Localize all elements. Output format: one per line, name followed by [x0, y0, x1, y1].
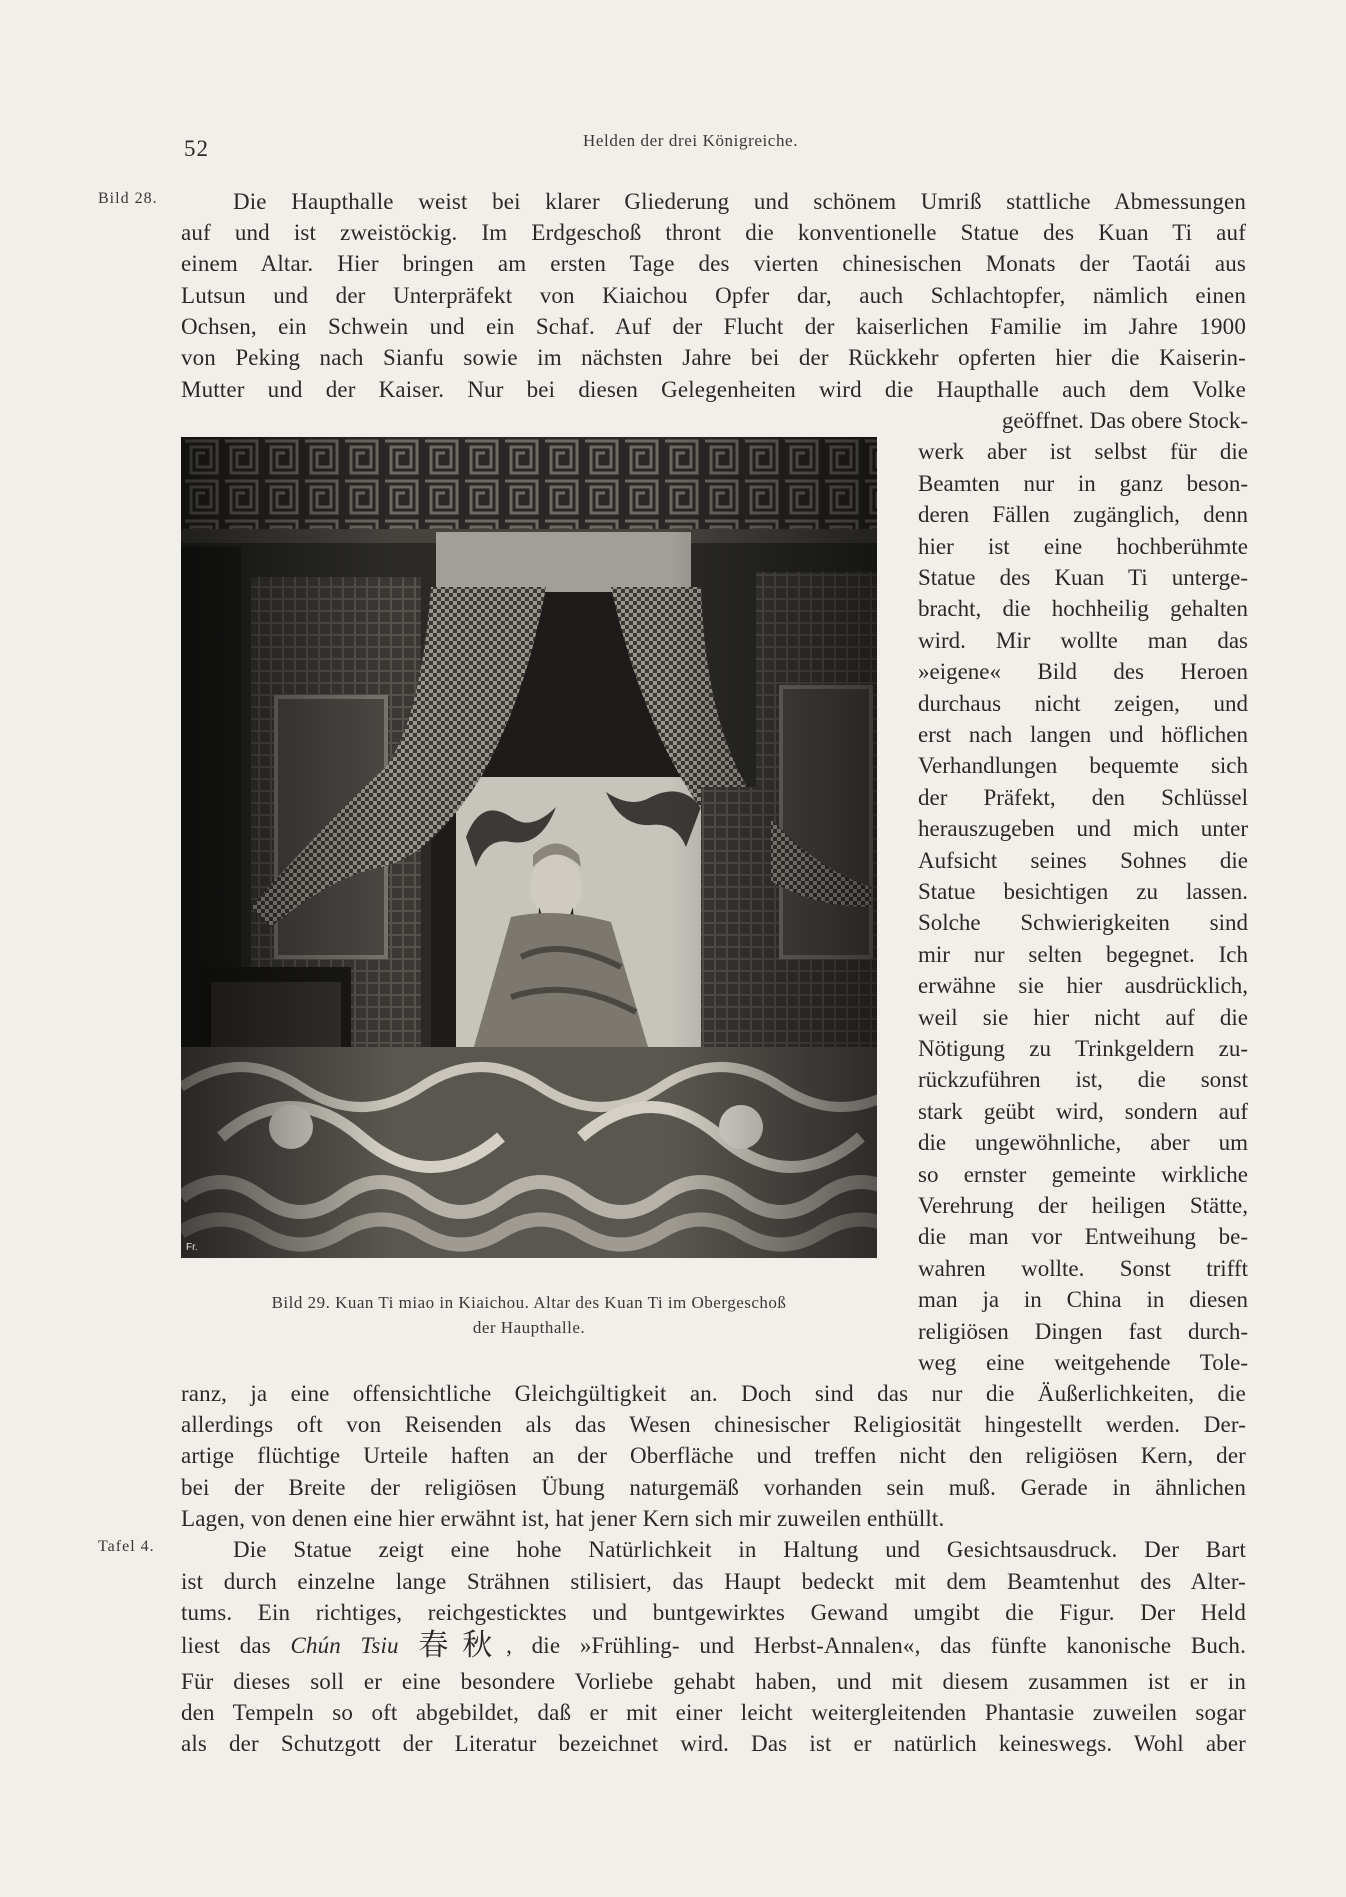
- text-run: liest das: [181, 1633, 271, 1658]
- figure-photograph-kuan-ti-altar: [181, 437, 877, 1258]
- paragraph-2-line-with-title: [181, 1628, 1246, 1664]
- column-line: erwähne sie hier ausdrücklich,: [918, 973, 1248, 999]
- column-line: Verhandlungen bequemte sich: [918, 753, 1248, 779]
- paragraph-2-line: tums. Ein richtiges, reichgesticktes und buntgewirktes Gewand umgibt die Figur. Der Held: [181, 1600, 1246, 1625]
- book-title-chinese: 春秋: [418, 1628, 507, 1663]
- paragraph-1-line: Ochsen, ein Schwein und ein Schaf. Auf der Flucht der kaiserlichen Familie im Jahre 1900: [181, 314, 1246, 339]
- paragraph-2-line: Für dieses soll er eine besondere Vorliebe gehabt haben, und mit diesem zusammen ist er in: [181, 1669, 1246, 1694]
- paragraph-1-line: von Peking nach Sianfu sowie im nächsten Jahre bei der Rückkehr opferten hier die Kaiserin-: [181, 345, 1246, 370]
- column-line: hier ist eine hochberühmte: [918, 533, 1248, 559]
- column-line: wahren wollte. Sonst trifft: [918, 1255, 1248, 1281]
- column-line: rückzuführen ist, die sonst: [918, 1067, 1248, 1093]
- column-line: »eigene« Bild des Heroen: [918, 659, 1248, 685]
- column-line: die man vor Entweihung be-: [918, 1224, 1248, 1250]
- column-line: wird. Mir wollte man das: [918, 627, 1248, 653]
- column-line: man ja in China in diesen: [918, 1287, 1248, 1313]
- paragraph-1-last-line: Lagen, von denen eine hier erwähnt ist, hat jener Kern sich mir zuweilen enthüllt.: [181, 1506, 945, 1531]
- column-line: Nötigung zu Trinkgeldern zu-: [918, 1036, 1248, 1061]
- paragraph-2-line: den Tempeln so oft abgebildet, daß er mit einer leicht weitergleitenden Phantasie zuweilen sogar: [181, 1700, 1246, 1725]
- column-line: Statue besichtigen zu lassen.: [918, 879, 1248, 904]
- paragraph-1-line: allerdings oft von Reisenden als das Wesen chinesischer Religiosität hingestellt werden. Der-: [181, 1412, 1246, 1437]
- margin-note-bild-28: Bild 28.: [98, 190, 158, 207]
- column-line: weil sie hier nicht auf die: [918, 1004, 1248, 1030]
- running-head: Helden der drei Königreiche.: [583, 131, 799, 150]
- column-line: der Präfekt, den Schlüssel: [918, 784, 1248, 810]
- column-line: werk aber ist selbst für die: [918, 439, 1248, 465]
- figure-caption: Bild 29. Kuan Ti miao in Kiaichou. Altar des Kuan Ti im Obergeschoß: [271, 1293, 787, 1312]
- column-line: Beamten nur in ganz beson-: [918, 470, 1248, 496]
- column-line: geöffnet. Das obere Stock-: [1001, 408, 1248, 433]
- paragraph-2-line: als der Schutzgott der Literatur bezeichnet wird. Das ist er natürlich keineswegs. Wohl aber: [181, 1731, 1246, 1756]
- column-line: herauszugeben und mich unter: [918, 816, 1248, 842]
- figure-caption-continued: der Haupthalle.: [472, 1318, 586, 1337]
- margin-note-tafel-4: Tafel 4.: [98, 1538, 155, 1555]
- figure-credit: Fr.: [186, 1242, 198, 1253]
- paragraph-1-line: Die Haupthalle weist bei klarer Gliederung und schönem Umriß stattliche Abmessungen: [233, 189, 1246, 214]
- column-line: mir nur selten begegnet. Ich: [918, 941, 1248, 967]
- column-line: Solche Schwierigkeiten sind: [918, 910, 1248, 936]
- paragraph-1-line: artige flüchtige Urteile haften an der Oberfläche und treffen nicht den religiösen Kern, der: [181, 1443, 1246, 1468]
- column-line: die ungewöhnliche, aber um: [918, 1130, 1248, 1156]
- column-line: Statue des Kuan Ti unterge-: [918, 565, 1248, 590]
- column-line: durchaus nicht zeigen, und: [918, 690, 1248, 716]
- column-line: deren Fällen zugänglich, denn: [918, 502, 1248, 528]
- paragraph-1-line: bei der Breite der religiösen Übung naturgemäß vorhanden sein muß. Gerade in ähnlichen: [181, 1475, 1246, 1500]
- column-line: weg eine weitgehende Tole-: [918, 1350, 1248, 1375]
- paragraph-1-line: einem Altar. Hier bringen am ersten Tage des vierten chinesischen Monats der Taotái aus: [181, 251, 1246, 276]
- column-line: religiösen Dingen fast durch-: [918, 1318, 1248, 1344]
- text-run: , die »Frühling- und Herbst-Annalen«, das fünfte kanonische Buch.: [506, 1633, 1246, 1658]
- paragraph-1-line: ranz, ja eine offensichtliche Gleichgültigkeit an. Doch sind das nur die Äußerlichkeiten, die: [181, 1381, 1246, 1406]
- page-number: 52: [184, 136, 209, 161]
- column-line: erst nach langen und höflichen: [918, 722, 1248, 747]
- paragraph-1-line: Mutter und der Kaiser. Nur bei diesen Gelegenheiten wird die Haupthalle auch dem Volke: [181, 377, 1246, 402]
- column-line: Aufsicht seines Sohnes die: [918, 847, 1248, 873]
- column-line: stark geübt wird, sondern auf: [918, 1098, 1248, 1124]
- book-title-romanized: Chún Tsiu: [290, 1633, 399, 1658]
- paragraph-2-line: Die Statue zeigt eine hohe Natürlichkeit in Haltung und Gesichtsausdruck. Der Bart: [233, 1537, 1246, 1562]
- paragraph-1-line: auf und ist zweistöckig. Im Erdgeschoß thront die konventionelle Statue des Kuan Ti auf: [181, 220, 1246, 245]
- paragraph-2-line: ist durch einzelne lange Strähnen stilisiert, das Haupt bedeckt mit dem Beamtenhut des Alter-: [181, 1569, 1246, 1594]
- column-line: bracht, die hochheilig gehalten: [918, 596, 1248, 622]
- column-line: so ernster gemeinte wirkliche: [918, 1161, 1248, 1187]
- column-line: Verehrung der heiligen Stätte,: [918, 1193, 1248, 1218]
- paragraph-1-line: Lutsun und der Unterpräfekt von Kiaichou Opfer dar, auch Schlachtopfer, nämlich einen: [181, 283, 1246, 308]
